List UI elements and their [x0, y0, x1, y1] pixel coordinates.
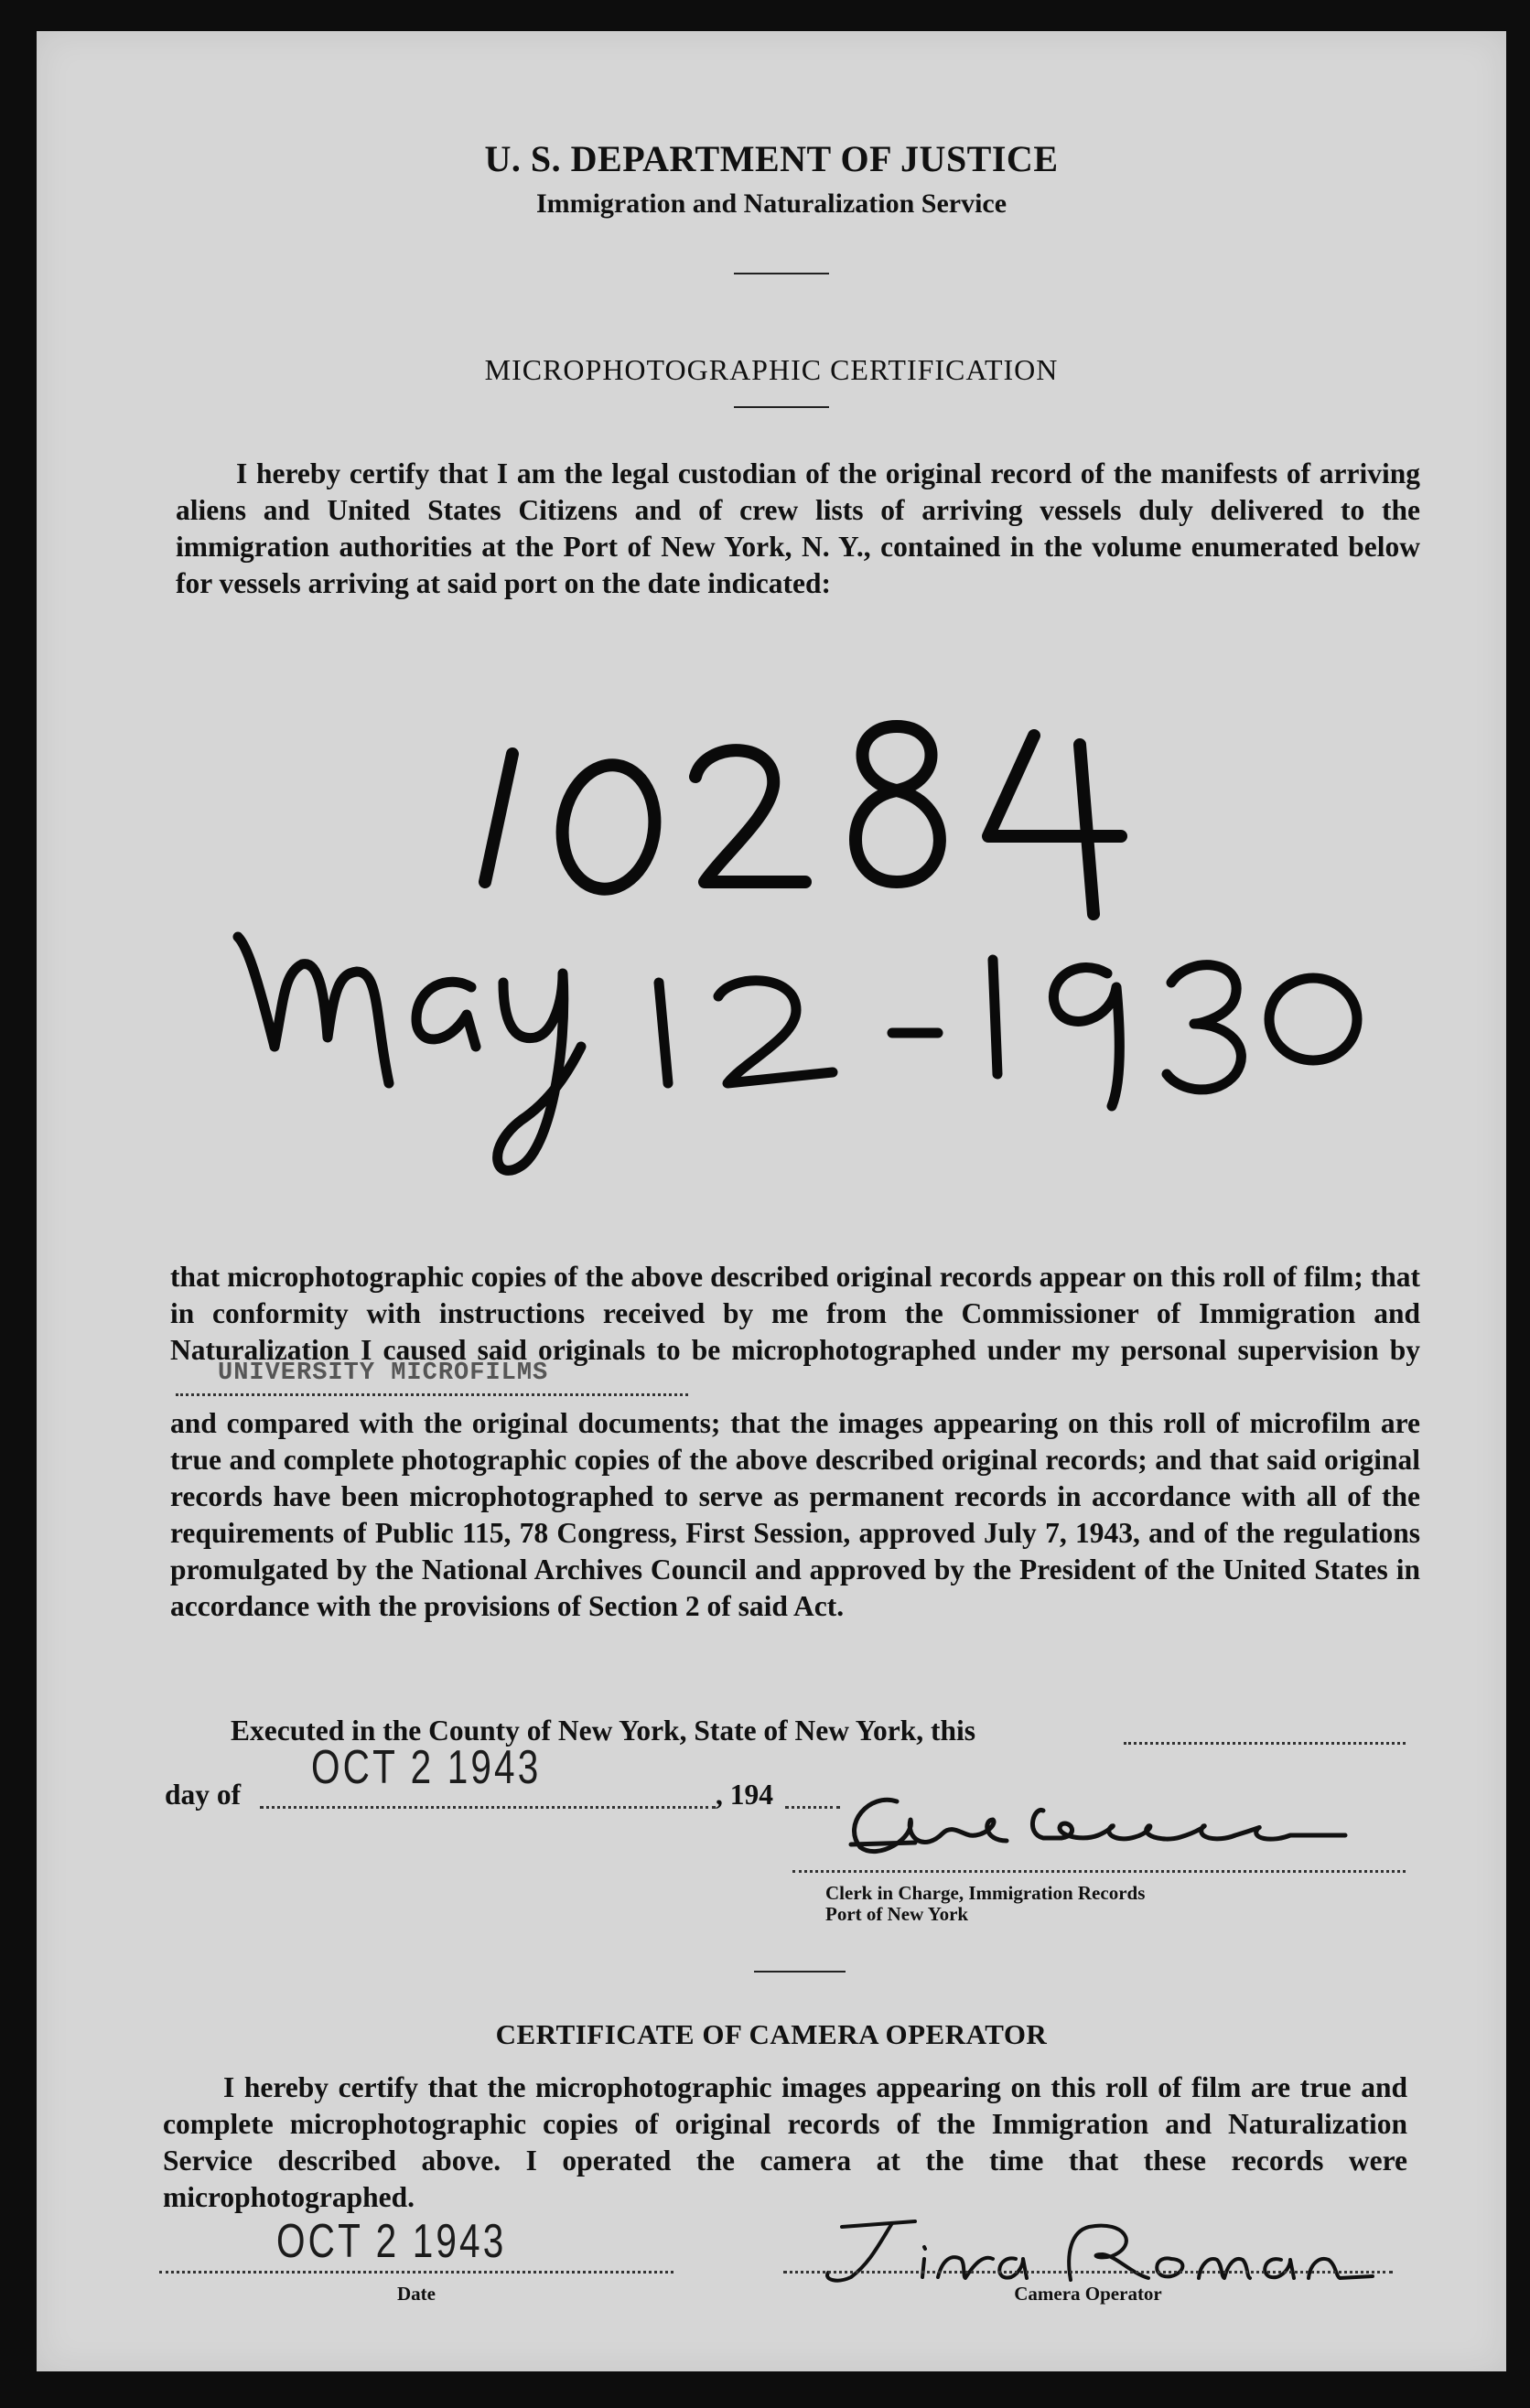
year-prefix: , 194 [716, 1779, 773, 1811]
operator-signature-drawing [787, 2209, 1391, 2291]
service-subtitle: Immigration and Naturalization Service [535, 188, 1007, 219]
body-paragraph-part2: and compared with the original documents; that the images appearing on this roll of microfilm are true and complete photographic copies of the above described original records; and that said original records have been microphotographed to serve as permanent records in accordance with all of the requirements of Public 115, 78 Congress, First Session, approved July 7, 1943, and of the regulations promulgated by the National Archives Council and approved by the President of the United States in accordance with the provisions of Section 2 of said Act. [170, 1407, 1420, 1622]
clerk-title-line2: Port of New York [825, 1903, 969, 1925]
clerk-title [825, 1883, 1374, 1925]
year-line [785, 1806, 840, 1809]
header-divider-2 [734, 406, 829, 408]
operator-signature-line [783, 2271, 1393, 2274]
header-divider-1 [734, 273, 829, 274]
day-of-line [260, 1806, 716, 1809]
operator-signature [787, 2209, 1391, 2291]
handwritten-volume-number-drawing [421, 690, 1244, 928]
clerk-title-line1: Clerk in Charge, Immigration Records [825, 1882, 1146, 1904]
execution-date-stamp: OCT 2 1943 [311, 1741, 542, 1794]
section-divider [754, 1971, 846, 1973]
intro-paragraph [176, 456, 1420, 602]
camera-operator-paragraph [163, 2069, 1407, 2216]
certification-title: MICROPHOTOGRAPHIC CERTIFICATION [484, 353, 1059, 386]
operator-date-stamp: OCT 2 1943 [276, 2215, 507, 2268]
camera-operator-title: CERTIFICATE OF CAMERA OPERATOR [495, 2018, 1048, 2050]
supervisor-stamp: UNIVERSITY MICROFILMS [218, 1360, 549, 1387]
body-paragraph-part1 [170, 1259, 1420, 1405]
executed-text: Executed in the County of New York, State of New York, this [231, 1715, 976, 1747]
body-paragraph [170, 1259, 1420, 1625]
certificate-page [37, 31, 1506, 2371]
clerk-signature-drawing [833, 1769, 1363, 1870]
handwritten-date [220, 909, 1373, 1202]
clerk-signature [833, 1769, 1363, 1870]
operator-date-line [159, 2271, 673, 2274]
operator-date-label: Date [397, 2283, 436, 2305]
body-paragraph-part1-text: that microphotographic copies of the above described original records appear on this roll of film; that in conformity with instructions received by me from the Commissioner of Immigration and Naturalization I caused said originals to be microphotographed under my personal supervision by [170, 1261, 1420, 1366]
operator-label: Camera Operator [1014, 2283, 1162, 2305]
day-of-label: day of [165, 1779, 242, 1811]
supervisor-line [176, 1360, 688, 1396]
clerk-signature-line [792, 1870, 1406, 1873]
camera-operator-paragraph-text: I hereby certify that the microphotographic images appearing on this roll of film are true and complete microphotographic copies of original records of the Immigration and Naturalization Service described above. I operated the camera at the time that these records were microphotographed. [163, 2071, 1407, 2213]
department-title: U. S. DEPARTMENT OF JUSTICE [484, 138, 1059, 179]
handwritten-date-drawing [220, 909, 1373, 1202]
handwritten-volume-number [421, 690, 1244, 928]
intro-paragraph-text: I hereby certify that I am the legal custodian of the original record of the manifests of arriving aliens and United States Citizens and of crew lists of arriving vessels duly delivered to the immigration authorities at the Port of New York, N. Y., contained in the volume enumerated below for vessels arriving at said port on the date indicated: [176, 457, 1420, 599]
executed-day-line [1124, 1742, 1406, 1745]
